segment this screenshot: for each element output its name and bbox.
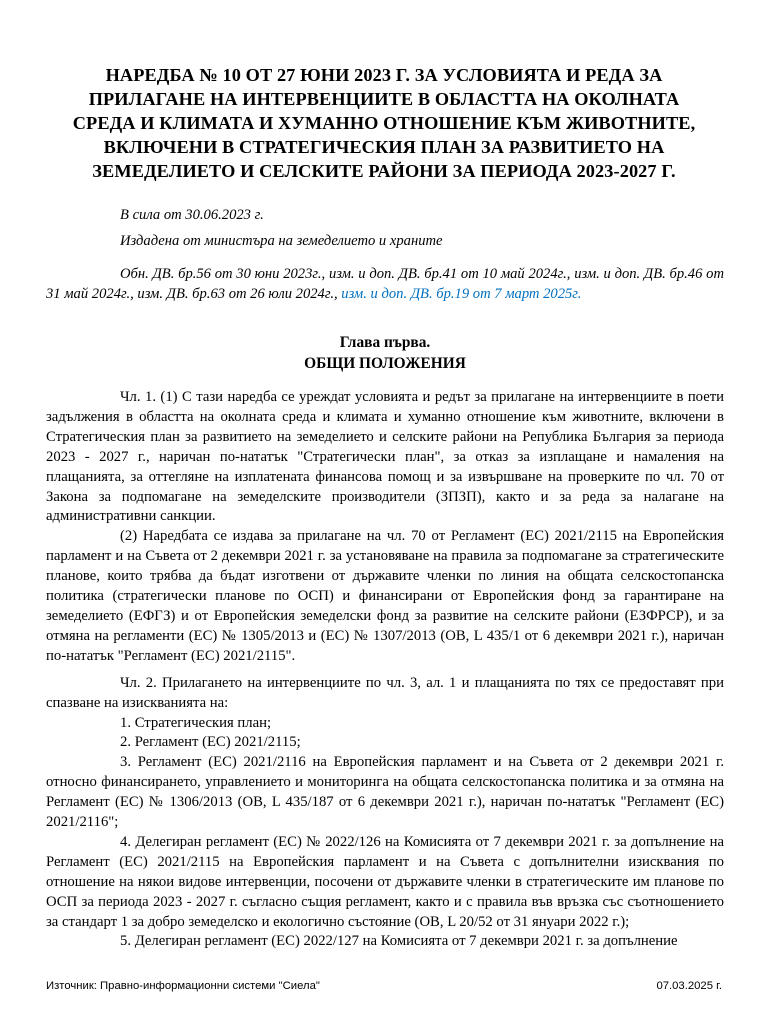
list-item: 5. Делегиран регламент (ЕС) 2022/127 на Комисията от 7 декември 2021 г. за допълнение [120, 933, 678, 950]
document-body [46, 388, 724, 952]
article-1-paragraph-2: (2) Наредбата се издава за прилагане на чл. 70 от Регламент (ЕС) 2021/2115 на Европейския парламент и на Съвета от 2 декември 2021 г. за установяване на правила за подпомагане за стратегическите планове, които трябва да бъдат изготвени от държавите членки по линия на общата селскостопанска политика (стратегически планове по ОСП) и финансирани от Европейския фонд за гарантиране на земеделието (ЕФГЗ) и от Европейския земеделски фонд за развитие на селските райони (ЕЗФРСР), и за отмяна на регламенти (ЕС) № 1305/2013 и (ЕС) № 1307/2013 (ОВ, L 435/1 от 6 декември 2021 г.), наричан по-нататък "Регламент (ЕС) 2021/2115". [46, 528, 724, 664]
list-item: 3. Регламент (ЕС) 2021/2116 на Европейския парламент и на Съвета от 2 декември 2021 г. относно финансирането, управлението и мониторинга на общата селскостопанска политика и за отмяна на Регламент (ЕС) № 1306/2013 (ОВ, L 435/187 от 6 декември 2021 г.), наричан по-нататък "Регламент (ЕС) 2021/2116"; [46, 754, 724, 831]
issuing-authority: Издадена от министъра на земеделието и храните [120, 233, 443, 249]
footer-source: Източник: Правно-информационни системи "Сиела" [46, 980, 320, 992]
list-item: 2. Регламент (ЕС) 2021/2115; [120, 734, 301, 751]
amendment-link[interactable]: изм. и доп. ДВ. бр.19 от 7 март 2025г. [341, 286, 582, 302]
article-1-paragraph-1: Чл. 1. (1) С тази наредба се уреждат условията и редът за прилагане на интервенциите в поети задължения в областта на околната среда и климата и хуманно отношение към животните, включени в Стратегическия план за развитието на земеделието и селските райони на Република България за периода 2023 - 2027 г., наричан по-нататък "Стратегически план", за отказ за изплащане и намаления на плащанията, за оттегляне на изплатената финансова помощ и за извършване на проверките по чл. 70 от Закона за подпомагане на земеделските производители (ЗПЗП), както и за реда за налагане на административни санкции. [46, 389, 724, 525]
article-2-intro: Чл. 2. Прилагането на интервенциите по чл. 3, ал. 1 и плащанията по тях се предоставят при спазване на изискванията на: [46, 674, 724, 711]
publication-text: Обн. ДВ. бр.56 от 30 юни 2023г., изм. и доп. ДВ. бр.41 от 10 май 2024г., изм. и доп. ДВ. бр.46 от 31 май 2024г., изм. ДВ. бр.63 от 26 юли 2024г., [46, 266, 724, 302]
in-force-date: В сила от 30.06.2023 г. [120, 207, 264, 223]
publication-history [46, 264, 724, 304]
list-item: 1. Стратегическия план; [120, 714, 272, 731]
footer-date: 07.03.2025 г. [656, 980, 722, 992]
list-item: 4. Делегиран регламент (ЕС) № 2022/126 на Комисията от 7 декември 2021 г. за допълнение на Регламент (ЕС) 2021/2115 на Европейския парламент и на Съвета с допълнителни изисквания по отношение на някои видове интервенции, посочени от държавите членки в стратегическите им планове по ОСП за периода 2023 - 2027 г. съгласно същия регламент, както и с правила във връзка със съотношението за стандарт 1 за добро земеделско и екологично състояние (ОВ, L 20/52 от 31 януари 2022 г.); [46, 833, 724, 930]
chapter-number: Глава първа. [339, 334, 431, 351]
document-title: НАРЕДБА № 10 ОТ 27 ЮНИ 2023 Г. ЗА УСЛОВИЯТА И РЕДА ЗА ПРИЛАГАНЕ НА ИНТЕРВЕНЦИИТЕ В ОБЛАСТТА НА ОКОЛНАТА СРЕДА И КЛИМАТА И ХУМАННО ОТНОШЕНИЕ КЪМ ЖИВОТНИТЕ, ВКЛЮЧЕНИ В СТРАТЕГИЧЕСКИЯ ПЛАН ЗА РАЗВИТИЕТО НА ЗЕМЕДЕЛИЕТО И СЕЛСКИТЕ РАЙОНИ ЗА ПЕРИОДА 2023-2027 Г. [72, 65, 696, 181]
chapter-name: ОБЩИ ПОЛОЖЕНИЯ [304, 355, 466, 372]
